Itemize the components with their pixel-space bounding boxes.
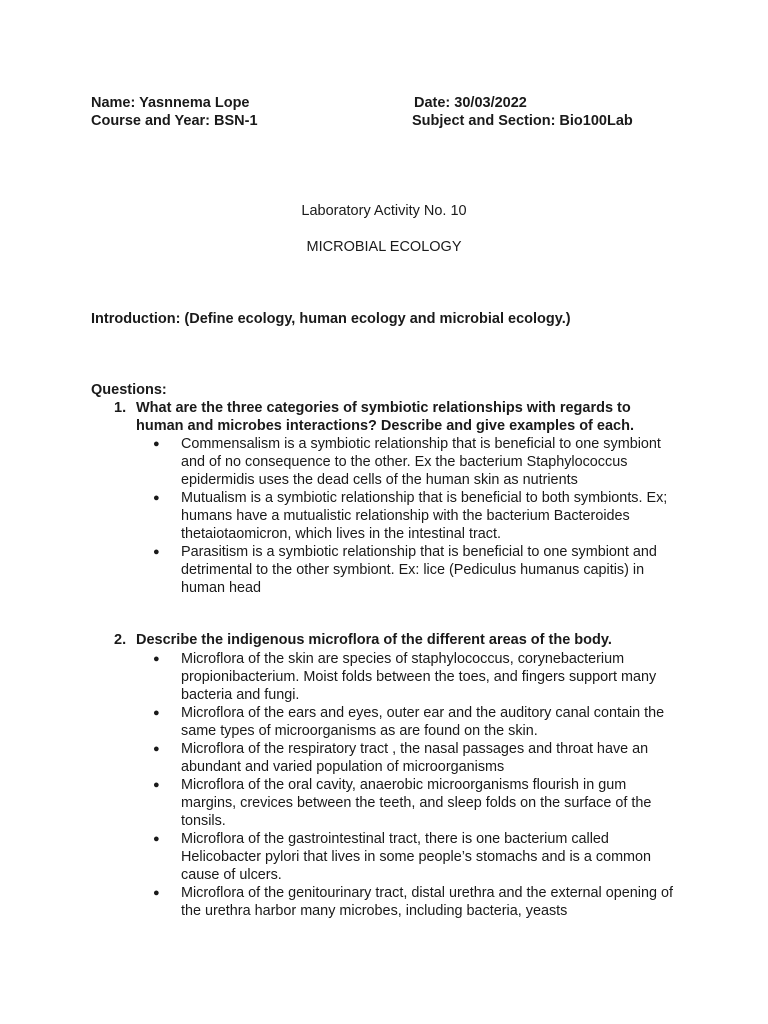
activity-title: Laboratory Activity No. 10 (301, 203, 467, 219)
questions-heading: Questions: (91, 382, 167, 398)
bullet-icon: ● (153, 833, 160, 845)
list-item: ● Microflora of the ears and eyes, outer ear and the auditory canal contain the same types of microorganisms as are found on the skin. (153, 705, 665, 739)
bullet-icon: ● (153, 743, 160, 755)
list-item: ● Microflora of the oral cavity, anaerobic microorganisms flourish in gum margins, crevices between the teeth, and sleep folds on the surface of the tonsils. (153, 777, 652, 829)
introduction-heading: Introduction: (Define ecology, human ecology and microbial ecology.) (91, 311, 571, 327)
subject-section: Subject and Section: Bio100Lab (412, 113, 633, 129)
list-item: ● Mutualism is a symbiotic relationship that is beneficial to both symbionts. Ex; humans have a mutualistic relationship with the bacterium Bacteroides thetaiotaomicron, which lives in the intestinal tract. (153, 490, 668, 542)
bullet-icon: ● (153, 438, 160, 450)
list-item: ● Microflora of the genitourinary tract, distal urethra and the external opening of the urethra harbor many microbes, including bacteria, yeasts (153, 885, 673, 919)
bullet-icon: ● (153, 887, 160, 899)
student-name: Name: Yasnnema Lope (91, 95, 250, 111)
bullet-icon: ● (153, 707, 160, 719)
topic-title: MICROBIAL ECOLOGY (306, 239, 462, 255)
question-1-answers (153, 435, 678, 597)
list-item: ● Microflora of the skin are species of staphylococcus, corynebacterium propionibacterium. Moist folds between the toes, and fingers support many bacteria and fungi. (153, 651, 657, 703)
bullet-icon: ● (153, 546, 160, 558)
question-1-number: 1. (114, 400, 127, 416)
bullet-icon: ● (153, 653, 160, 665)
list-item: ● Microflora of the gastrointestinal tract, there is one bacterium called Helicobacter pylori that lives in some people’s stomachs and is a common cause of ulcers. (153, 831, 652, 883)
course-year: Course and Year: BSN-1 (91, 113, 258, 129)
list-item: ● Parasitism is a symbiotic relationship that is beneficial to one symbiont and detrimental to the other symbiont. Ex: lice (Pediculus humanus capitis) in human head (153, 544, 657, 596)
date: Date: 30/03/2022 (414, 95, 527, 111)
question-2-number: 2. (114, 632, 127, 648)
question-2-answers (153, 650, 678, 920)
list-item: ● Microflora of the respiratory tract , the nasal passages and throat have an abundant and varied population of microorganisms (153, 741, 649, 775)
bullet-icon: ● (153, 492, 160, 504)
question-2-text: Describe the indigenous microflora of the different areas of the body. (136, 632, 612, 648)
question-1-text: What are the three categories of symbiotic relationships with regards to human and microbes interactions? Describe and give examples of each. (136, 400, 634, 434)
bullet-icon: ● (153, 779, 160, 791)
list-item: ● Commensalism is a symbiotic relationship that is beneficial to one symbiont and of no consequence to the other. Ex the bacterium Staphylococcus epidermidis uses the dead cells of the human skin as nutrients (153, 436, 661, 488)
